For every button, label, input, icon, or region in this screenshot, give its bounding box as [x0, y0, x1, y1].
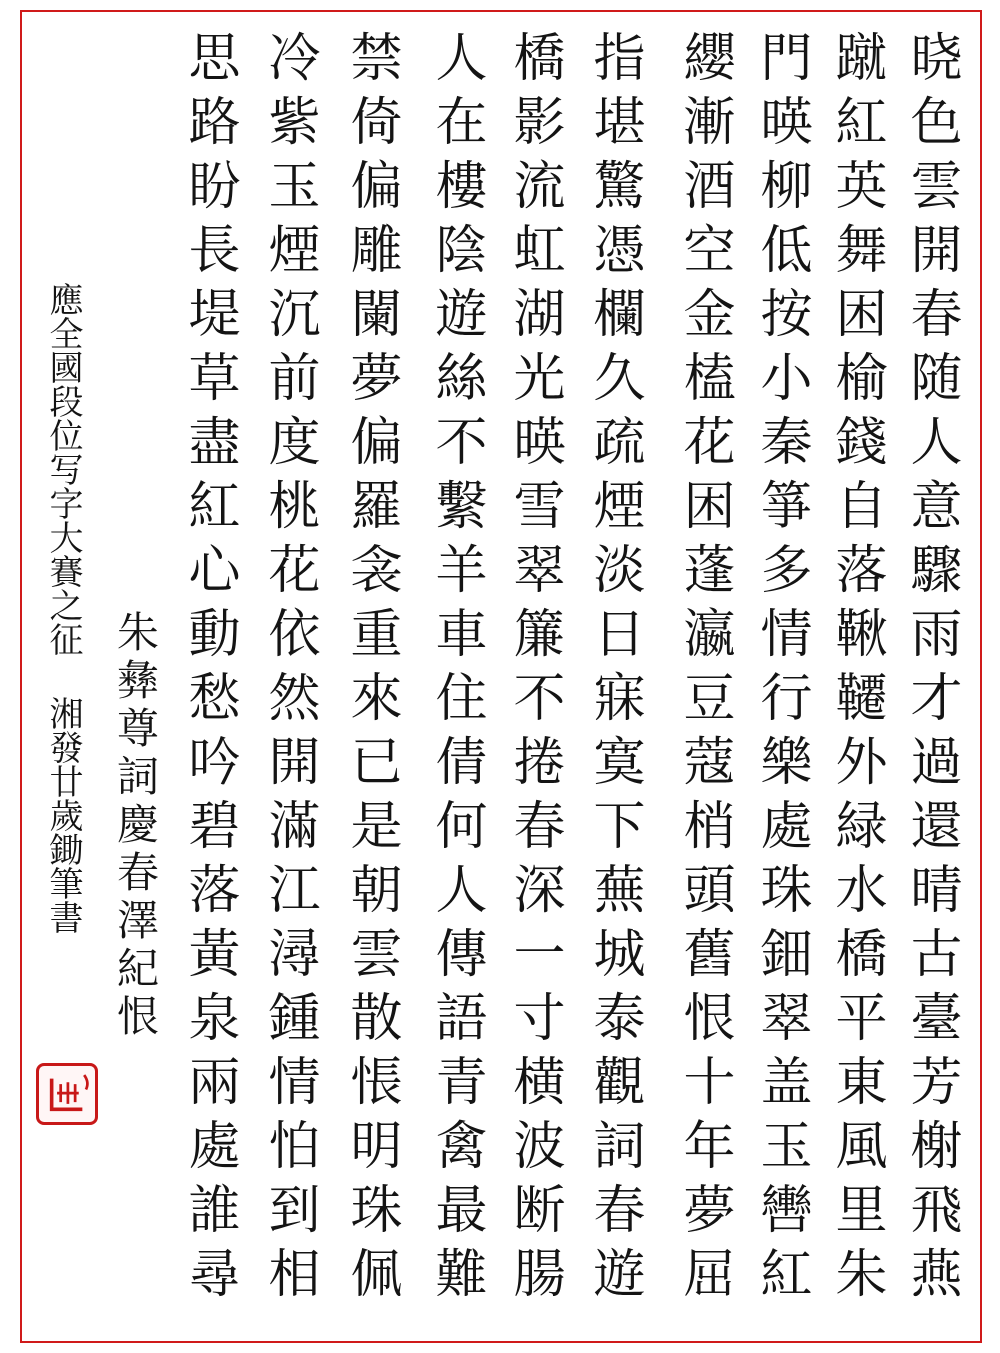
poem-column-7: 人在樓陰遊絲不繫羊車住倩何人傳語青禽最難 [426, 30, 486, 1310]
poem-column-9: 冷紫玉煙沉前度桃花依然開滿江潯鍾情怕到相 [259, 30, 319, 1310]
poem-column-6: 橋影流虹湖光暎雪翠簾不捲春深一寸横波断腸 [504, 30, 564, 1310]
signature-column: 朱彝尊詞慶春澤紀恨 [111, 610, 160, 1042]
poem-column-2: 蹴紅英舞困榆錢自落鞦韆外緑水橋平東風里朱 [826, 30, 886, 1310]
poem-column-1: 晓色雲開春随人意驟雨才過還晴古臺芳榭飛燕 [901, 30, 961, 1310]
seal-stamp [36, 1063, 98, 1125]
poem-column-4: 纓漸酒空金榼花困蓬瀛豆蔻梢頭舊恨十年夢屈 [674, 30, 734, 1310]
poem-column-3: 門暎柳低按小秦箏多情行樂處珠鈿翠盖玉轡紅 [751, 30, 811, 1310]
poem-column-8: 禁倚偏雕闌夢偏羅衾重來已是朝雲散悵明珠佩 [341, 30, 401, 1310]
seal-glyph-icon [39, 1066, 95, 1122]
inscription-column: 應全國段位写字大賽之征 湘發廿歲鋤筆書 [43, 282, 83, 934]
poem-column-5: 指堪驚憑欄久疏煙淡日寐寞下蕪城泰觀詞春遊 [584, 30, 644, 1310]
poem-column-10: 思路盼長堤草盡紅心動愁吟碧落黃泉兩處誰尋 [179, 30, 239, 1310]
